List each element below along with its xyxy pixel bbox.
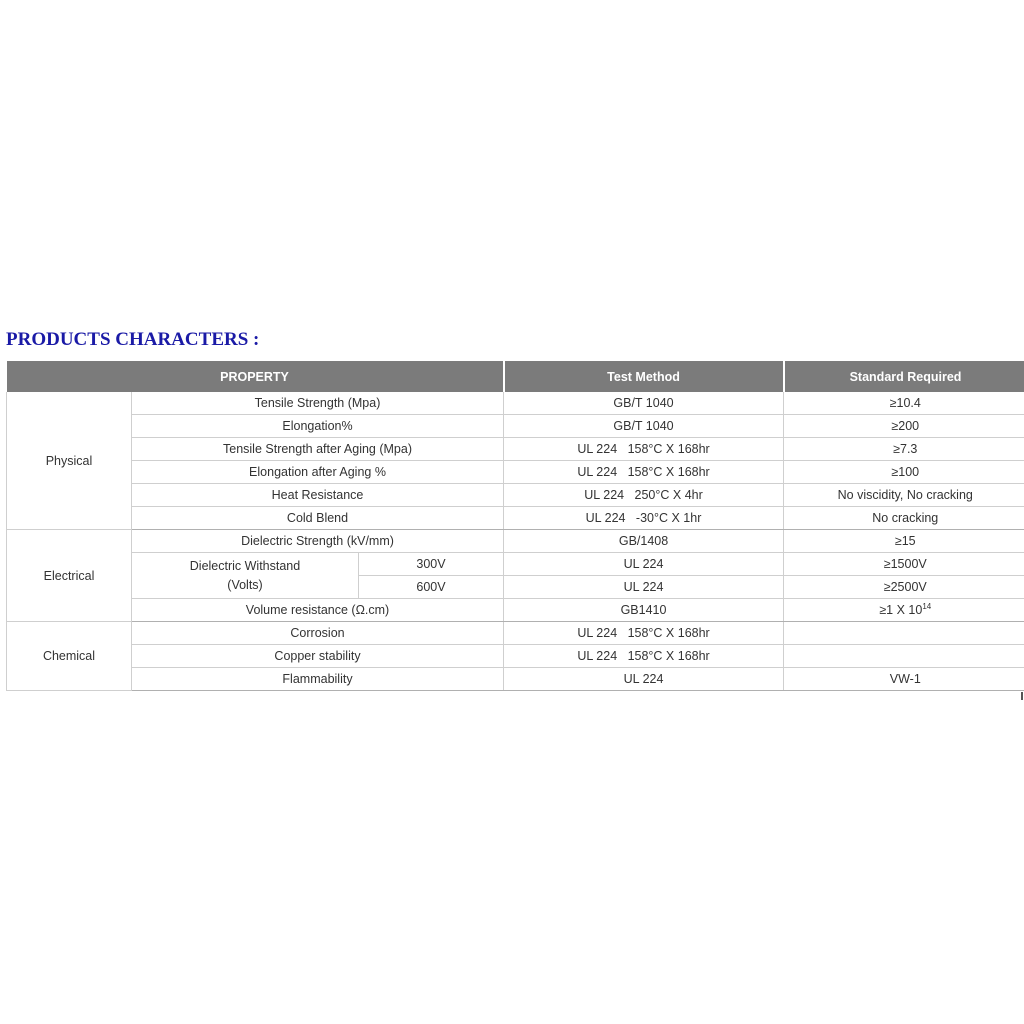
standard-cell: ≥10.4 [784,392,1024,415]
table-row [7,484,1024,507]
property-cell: Corrosion [132,622,504,645]
table-row [7,507,1024,530]
column-header-standard: Standard Required [784,361,1024,392]
group-label-chemical: Chemical [7,622,132,691]
standard-cell: ≥200 [784,415,1024,438]
standard-cell: No cracking [784,507,1024,530]
table-header-row [7,361,1024,392]
voltage-cell: 600V [359,576,504,599]
standard-exponent: 14 [922,601,932,611]
table-row [7,645,1024,668]
standard-cell: No viscidity, No cracking [784,484,1024,507]
standard-cell: ≥100 [784,461,1024,484]
property-cell: Cold Blend [132,507,504,530]
method-cell: UL 224 158°C X 168hr [504,461,784,484]
method-cell: UL 224 [504,668,784,691]
table-row [7,530,1024,553]
method-cell: UL 224 158°C X 168hr [504,438,784,461]
standard-cell: VW-1 [784,668,1024,691]
table-row [7,415,1024,438]
column-header-property: PROPERTY [7,361,504,392]
property-cell: Flammability [132,668,504,691]
table-row [7,553,1024,576]
property-cell: Elongation after Aging % [132,461,504,484]
property-cell: Copper stability [132,645,504,668]
property-cell: Elongation% [132,415,504,438]
table-row [7,668,1024,691]
property-cell: Heat Resistance [132,484,504,507]
standard-cell [784,599,1024,622]
property-cell: Tensile Strength (Mpa) [132,392,504,415]
method-cell: GB/T 1040 [504,415,784,438]
method-cell: UL 224 158°C X 168hr [504,645,784,668]
product-characters-table [6,361,1024,691]
standard-cell: ≥2500V [784,576,1024,599]
table-row [7,461,1024,484]
method-cell: UL 224 [504,553,784,576]
property-label-line2: (Volts) [227,577,263,592]
standard-cell: ≥7.3 [784,438,1024,461]
standard-cell [784,645,1024,668]
property-cell-dielectric-withstand [132,553,359,599]
property-cell: Dielectric Strength (kV/mm) [132,530,504,553]
table-row [7,392,1024,415]
table-row [7,599,1024,622]
method-cell: GB1410 [504,599,784,622]
column-header-test-method: Test Method [504,361,784,392]
property-cell: Volume resistance (Ω.cm) [132,599,504,622]
standard-cell: ≥1500V [784,553,1024,576]
method-cell: UL 224 158°C X 168hr [504,622,784,645]
method-cell: UL 224 250°C X 4hr [504,484,784,507]
method-cell: GB/T 1040 [504,392,784,415]
table-row [7,622,1024,645]
page-title: PRODUCTS CHARACTERS : [6,329,260,350]
table-row [7,438,1024,461]
property-label-line1: Dielectric Withstand [189,558,301,573]
method-cell: UL 224 -30°C X 1hr [504,507,784,530]
group-label-physical: Physical [7,392,132,530]
property-cell: Tensile Strength after Aging (Mpa) [132,438,504,461]
edge-divider [1021,692,1023,700]
method-cell: UL 224 [504,576,784,599]
standard-cell [784,622,1024,645]
voltage-cell: 300V [359,553,504,576]
method-cell: GB/1408 [504,530,784,553]
standard-cell: ≥15 [784,530,1024,553]
group-label-electrical: Electrical [7,530,132,622]
standard-base: ≥1 X 10 [879,603,923,617]
